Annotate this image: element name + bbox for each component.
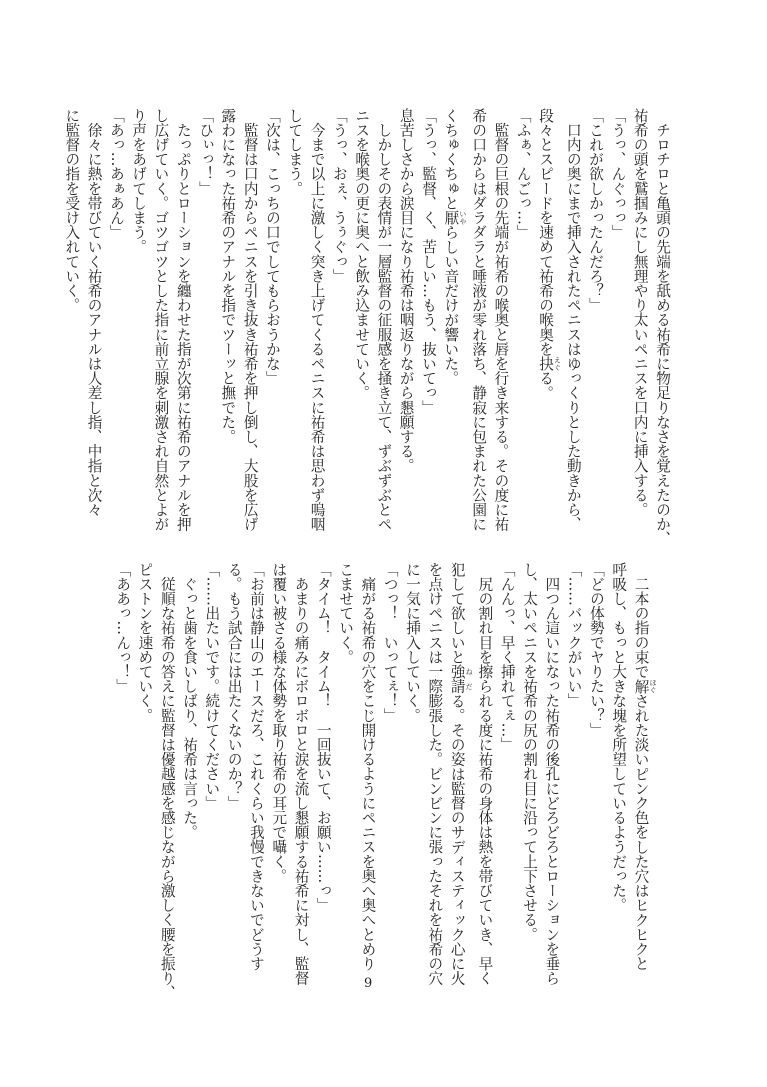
text-column: チロチロと亀頭の先端を舐める祐希に物足りなさを覚えたのか、 (654, 108, 671, 546)
ruby-annotation (632, 678, 657, 694)
text-column: 口内の奥にまで挿入されたペニスはゆっくりとした動きから、 (564, 108, 582, 532)
text-column: 「……出たいです。続けてください」 (203, 562, 221, 811)
text-column: 「つっ！ いってぇ！」 (381, 562, 399, 723)
text-column: し広げていく。ゴツゴツとした指に前立腺を刺激され自然とよが (152, 108, 170, 532)
ruby-annotation (537, 356, 562, 371)
ruby-annotation (448, 664, 474, 694)
text-column: 「うっ、監督、く、苦しい…もう、抜いてっ」 (420, 108, 438, 415)
column-text-before-ruby: 犯して欲しいと (448, 562, 466, 665)
text-column: 希の口からはダラダラと唾液が零れ落ち、静寂に包まれた公園に (470, 108, 488, 532)
text-column: 露わになった祐希のアナルを指でツーッと撫でた。 (219, 108, 237, 444)
ruby-reading: いや (458, 210, 467, 225)
text-column: を点けペニスは一際膨張した。ビンビンに張ったそれを祐希の穴 (426, 562, 444, 986)
text-column: 「次は、こっちの口でしてもらおうかな」 (263, 108, 281, 386)
ruby-base: 強請 (448, 664, 466, 694)
text-column: は覆い被さる様な体勢を取り祐希の耳元で囁く。 (270, 562, 288, 884)
text-column: 「これが欲しかったんだろ？」 (587, 108, 605, 313)
text-column: 「うっ、おぇ、うぅぐっ」 (330, 108, 348, 284)
ruby-base: 抉 (537, 356, 555, 371)
text-column: 「ああっ…んっ！」 (114, 562, 132, 694)
ruby-base: 厭 (442, 210, 460, 225)
text-column: しかしその表情が一層監督の征服感を掻き立て、ずぶずぶとペ (375, 108, 393, 532)
text-column: に一気に挿入していく。 (404, 562, 422, 723)
page-number: 9 (364, 976, 373, 991)
text-column: 「お前は静山のエースだろ、これくらい我慢できないでどうす (247, 562, 265, 971)
text-column: 「あっ…あぁあん」 (107, 108, 125, 240)
text-column (439, 108, 467, 540)
text-column: たっぷりとローションを纏わせた指が次第に祐希のアナルを押 (174, 108, 192, 532)
ruby-annotation (442, 210, 467, 225)
column-text-before-ruby: 段々とスピードを速めて祐希の喉奥を (537, 108, 555, 357)
text-column: 従順な祐希の答えに監督は優越感を感じながら激しく腰を振り、 (158, 562, 176, 1000)
upper-text-tier (60, 108, 673, 546)
lower-text-tier (111, 562, 657, 1000)
ruby-reading: えぐ (553, 356, 562, 371)
text-column: 四つん這いになった祐希の後孔にどろどろとローションを垂ら (543, 562, 561, 986)
text-column (629, 562, 657, 994)
text-column: 徐々に熱を帯びていく祐希のアナルは人差し指、中指と次々 (85, 108, 103, 517)
text-column: してしまう。 (286, 108, 304, 196)
text-column: 「どの体勢でヤりたい？」 (587, 562, 605, 738)
text-column: に監督の指を受け入れていく。 (63, 108, 81, 313)
text-column: 監督の巨根の先端が祐希の喉奥と唇を行き来する。その度に祐 (492, 108, 510, 532)
text-column: 「ふぁ、んごっ…」 (514, 108, 532, 240)
text-column: 息苦しさから涙目になり祐希は咽返りながら懇願する。 (397, 108, 415, 473)
column-text-after-ruby: る。その姿は監督のサディスティック心に火 (448, 693, 466, 986)
column-text-after-ruby: された淡いピンク色をした穴はヒクヒクと (632, 693, 650, 971)
column-text-after-ruby: らしい音だけが響いた。 (442, 224, 460, 386)
text-column: 尻の割れ目を擦られる度に祐希の身体は熱を帯びていき、早く (476, 562, 494, 986)
ruby-reading: ねだ (465, 664, 474, 694)
text-column: 「……バックがいい」 (565, 562, 583, 708)
text-column: 痛がる祐希の穴をこじ開けるようにペニスを奥へ奥へとめり (359, 562, 377, 971)
text-column: 呼吸し、もっと大きな塊を所望しているようだった。 (610, 562, 628, 913)
text-column: 「ひぃっ！」 (197, 108, 215, 196)
text-column (534, 108, 562, 540)
ruby-base: 解 (632, 678, 650, 694)
text-column: り声をあげてしまう。 (130, 108, 148, 254)
column-text-before-ruby: くちゅくちゅと (442, 108, 460, 211)
text-column: 「タイム！ タイム！ 一回抜いて、お願い……っ」 (314, 562, 332, 913)
column-text-after-ruby: る。 (537, 370, 555, 401)
text-column: 「うっ、んぐっっ」 (609, 108, 627, 240)
text-column: ぐっと歯を食いしばり、祐希は言った。 (181, 562, 199, 840)
text-column: 監督は口内からペニスを引き抜き祐希を押し倒し、大股を広げ (241, 108, 259, 532)
column-text-before-ruby: 二本の指の束で (632, 562, 650, 679)
text-column: 祐希の頭を鷲掴みにし無理やり太いペニスを口内に挿入する。 (631, 108, 649, 517)
text-column: こませていく。 (337, 562, 355, 665)
text-column: し、太いペニスを祐希の尻の割れ目に沿って上下させる。 (521, 562, 539, 942)
text-column (445, 562, 473, 994)
text-column: ピストンを速めていく。 (136, 562, 154, 723)
text-column: る。もう試合には出たくないのか？」 (225, 562, 243, 811)
text-column: 今まで以上に激しく突き上げてくるペニスに祐希は思わず嗚咽 (308, 108, 326, 532)
text-column: ニスを喉奥の更に奥へと飲み込ませていく。 (353, 108, 371, 400)
text-column: あまりの痛みにボロボロと涙を流し懇願する祐希に対し、監督 (292, 562, 310, 986)
ruby-reading: ほぐ (649, 678, 657, 694)
text-column: 「んんっ、早く挿れてぇ…」 (498, 562, 516, 752)
